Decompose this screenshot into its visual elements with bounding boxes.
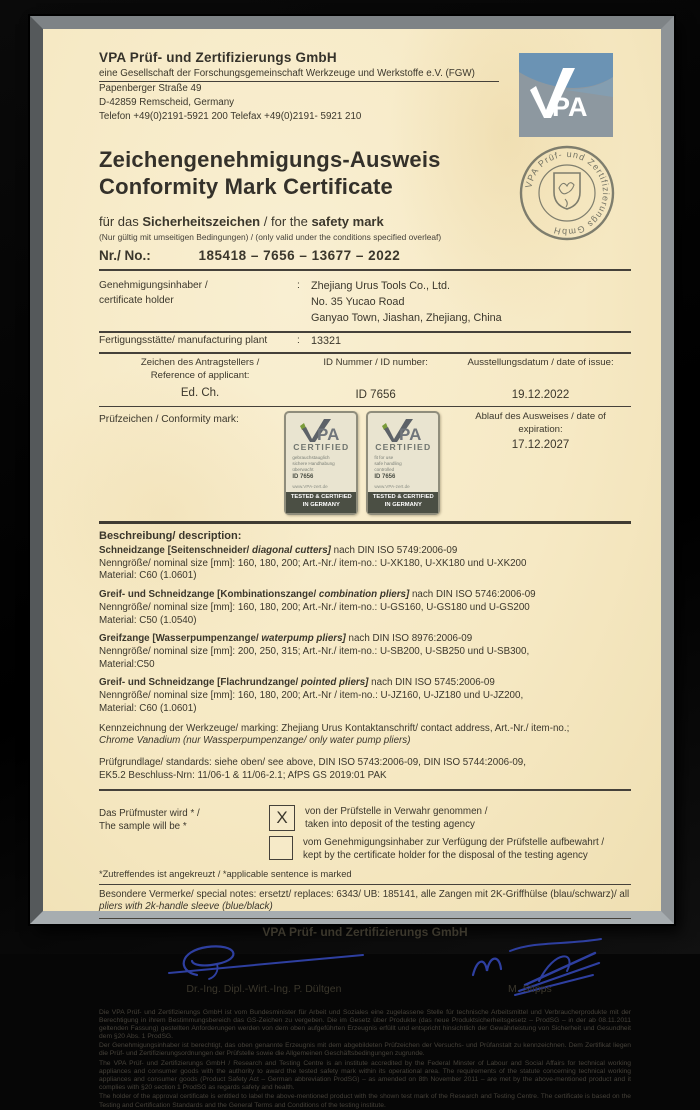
- conformity-marks: [275, 411, 451, 515]
- holder-section: [99, 271, 631, 334]
- signature-left-ink-icon: [159, 937, 369, 983]
- expiry-label-line2: expiration:: [518, 423, 563, 435]
- standards-line2: EK5.2 Beschluss-Nrn: 11/06-1 & 11/06-2.1; AfPS GS 2019:01 PAK: [99, 770, 387, 782]
- item-material: Material: C50 (1.0540): [99, 614, 197, 626]
- mark-id: ID 7656: [374, 474, 396, 481]
- conformity-mark-row: [99, 407, 631, 524]
- plant-label: Fertigungsstätte/ manufacturing plant: [99, 335, 268, 347]
- company-city: D-42859 Remscheid, Germany: [99, 96, 235, 108]
- marking-line1: Kennzeichnung der Werkzeuge/ marking: Zhejiang Urus Kontaktanschrift/ contact address, Art.-Nr./ item-no.;: [99, 722, 570, 734]
- id-number: [301, 357, 450, 403]
- ref-label-en: Reference of applicant:: [150, 370, 250, 382]
- seal-ring-text: VPA Prüf- und Zertifizierungs GmbH: [523, 148, 612, 238]
- claim-line: safe handling: [374, 460, 402, 466]
- subject-mid: / for the: [260, 214, 312, 230]
- company-seal-stamp-icon: [517, 143, 617, 243]
- claim-line: gebrauchstauglich: [292, 454, 330, 460]
- option-line: vom Genehmigungsinhaber zur Verfügung der Prüfstelle aufbewahrt /: [303, 837, 605, 849]
- certificate-number-row: [99, 247, 631, 271]
- description-section: [99, 524, 631, 791]
- holder-address-line: Ganyao Town, Jiashan, Zhejiang, China: [311, 311, 502, 324]
- signature-row: [99, 943, 631, 1005]
- certified-word: CERTIFIED: [375, 441, 432, 452]
- item-title-de: Schneidzange [Seitenschneider/: [99, 544, 252, 556]
- conformity-mark-label: Prüfzeichen / Conformity mark:: [99, 413, 239, 425]
- option-kept-text: [303, 836, 604, 862]
- signature-right-block: [429, 943, 631, 1005]
- signature-right-name: M. Stipps: [508, 982, 552, 995]
- company-subsidiary-line: eine Gesellschaft der Forschungsgemeinschaft Werkzeuge und Werkstoffe e.V. (FGW): [99, 68, 499, 83]
- plant-colon: :: [297, 335, 300, 347]
- holder-address-line: No. 35 Yucao Road: [311, 295, 405, 308]
- applicant-reference: [99, 357, 301, 403]
- legal-paragraph-en-2: The holder of the approval certificate is entitled to label the above-mentioned product with the shown test mark of the Research and Testing Centre. The certificate is based on the Testing and Certification Standards and the General Terms and Conditions of the testing institute.: [99, 1093, 631, 1109]
- item-material: Material: C60 (1.0601): [99, 702, 197, 714]
- vpa-check-icon: [298, 417, 344, 443]
- item-title-de: Greif- und Schneidzange [Kombinationszange/: [99, 589, 319, 601]
- legal-paragraph-en-1: The VPA Prüf- und Zertifizierungs GmbH / Research and Testing Centre is an institute accredited by the Federal Minster of Labour and Social Affairs for technical working appliances and consumer goods with the authority to award the tested safety mark within its operational area. The requirements of the statute concerning technical working appliances and consumer goods (Product Safety Act – German abbreviation ProdSG) – as amended on 8th November 2011 – are met by the above-mentioned product and it complies with §20 section 1 ProdSG as regards safety and health.: [99, 1059, 631, 1092]
- description-heading: Beschreibung/ description:: [99, 529, 242, 542]
- product-item-diagonal-cutters: [99, 545, 631, 583]
- mark-pa-text: PA: [399, 424, 422, 444]
- signing-company: VPA Prüf- und Zertifizierungs GmbH: [262, 925, 468, 940]
- subject-de: Sicherheitszeichen: [142, 214, 261, 230]
- notes-line2: pliers with 2k-handle sleeve (blue/black): [99, 901, 273, 913]
- item-sizes: Nenngröße/ nominal size [mm]: 160, 180, 200; Art.-Nr./ item-no.: U-GS160, U-GS180 und U-GS200: [99, 601, 530, 613]
- mark-url: www.VPA-zert.de: [374, 484, 410, 490]
- item-standard: nach DIN ISO 8976:2006-09: [345, 633, 473, 645]
- title-english: Conformity Mark Certificate: [99, 173, 393, 199]
- standards-line1: Prüfgrundlage/ standards: siehe oben/ see above, DIN ISO 5743:2006-09, DIN ISO 5744:2006-09,: [99, 757, 526, 769]
- item-title-en: pointed pliers]: [300, 677, 369, 689]
- vpa-certified-mark-en: [366, 411, 440, 515]
- certified-word: CERTIFIED: [293, 441, 350, 452]
- option-deposit-text: [305, 805, 487, 831]
- item-standard: nach DIN ISO 5749:2006-09: [330, 544, 458, 556]
- notes-line1: Besondere Vermerke/ special notes: ersetzt/ replaces: 6343/ UB: 185141, alle Zangen mit 2K-Griffhülse (blau/schwarz)/ all: [99, 888, 630, 900]
- sample-label: [99, 805, 269, 868]
- holder-label-de: Genehmigungsinhaber /: [99, 279, 208, 291]
- legal-paragraph-de-2: Der Genehmigungsinhaber ist berechtigt, das oben genannte Erzeugnis mit dem abgebildeten Prüfzeichen der Versuchs- und Prüfanstalt zu kennzeichnen. Dem Zertifikat liegen die Prüf- und Zertifizierungsordnungen der Prüfstelle sowie die Allgemeinen Geschäftsbedingungen zugrunde.: [99, 1042, 631, 1058]
- option-deposit: [269, 805, 631, 831]
- id-value: ID 7656: [355, 389, 396, 402]
- product-item-waterpump-pliers: [99, 633, 631, 671]
- expiry-date: [450, 411, 631, 515]
- banner-line: IN GERMANY: [302, 501, 340, 508]
- standards-paragraph: [99, 756, 631, 790]
- sample-options: [269, 805, 631, 868]
- company-phone: Telefon +49(0)2191-5921 200 Telefax +49(0)2191- 5921 210: [99, 110, 362, 122]
- signature-left-name: Dr.-Ing. Dipl.-Wirt.-Ing. P. Dültgen: [186, 982, 342, 995]
- mark-id: ID 7656: [292, 474, 314, 481]
- sample-section: [99, 797, 631, 868]
- item-standard: nach DIN ISO 5746:2006-09: [409, 589, 536, 601]
- checkbox-unchecked: [269, 836, 293, 860]
- checkbox-checked: X: [269, 805, 295, 831]
- manufacturing-plant-row: [99, 333, 631, 354]
- holder-label-en: certificate holder: [99, 295, 174, 307]
- marking-paragraph: [99, 723, 631, 748]
- item-sizes: Nenngröße/ nominal size [mm]: 160, 180, 200; Art.-Nr./ item-no.: U-XK180, U-XK180 und U-XK200: [99, 557, 527, 569]
- issue-date: [450, 357, 631, 403]
- special-notes: [99, 885, 631, 919]
- picture-frame: [30, 16, 674, 1109]
- marking-line2: Chrome Vanadium (nur Wassperpumpenzange/ only water pump pliers): [99, 735, 411, 747]
- banner-line: TESTED & CERTIFIED: [372, 493, 434, 500]
- plant-value: 13321: [311, 335, 342, 348]
- certificate-paper: [43, 29, 661, 1109]
- validity-note: (Nur gültig mit umseitigen Bedingungen) / (only valid under the conditions specified overleaf): [99, 232, 442, 243]
- tested-certified-banner: [286, 492, 356, 513]
- option-line: von der Prüfstelle in Verwahr genommen /: [305, 805, 488, 817]
- option-kept-by-holder: [269, 836, 631, 862]
- meta-row: [99, 354, 631, 406]
- banner-line: IN GERMANY: [384, 501, 422, 508]
- certificate-number-label: Nr./ No.:: [99, 247, 151, 263]
- certificate-number-value: 185418 – 7656 – 13677 – 2022: [198, 247, 401, 263]
- holder-name: Zhejiang Urus Tools Co., Ltd.: [311, 279, 451, 292]
- claim-line: controlled: [374, 467, 395, 473]
- subject-pre: für das: [99, 214, 143, 230]
- mark-url: www.VPA-zert.de: [292, 484, 328, 490]
- company-street: Papenberger Straße 49: [99, 83, 202, 95]
- vpa-certified-mark-de: [284, 411, 358, 515]
- item-title-en: diagonal cutters]: [251, 544, 331, 556]
- title-german: Zeichengenehmigungs-Ausweis: [99, 147, 441, 173]
- legal-paragraph-de-1: Die VPA Prüf- und Zertifizierungs GmbH ist vom Bundesminister für Arbeit und Soziales eine zugelassene Stelle für technische Arbeitsmittel und Verbraucherprodukte mit der Berechtigung in ihrem Bestimmungsbereich das GS-Zeichen zu vergeben. Die im Gesetz über Produkte (das neue Produktsicherheitsgesetz – ProdSG – in der ab 08.11.2011 geltenden Fassung) gestellten Anforderungen werden von dem oben aufgeführten Erzeugnis erfüllt und entspricht hinsichtlich der Gewährleistung von Sicherheit und Gesundheit dem §20 Abs. 1 ProdSG.: [99, 1008, 631, 1041]
- sample-label-en: The sample will be *: [99, 821, 187, 833]
- claim-line: sichere Handhabung: [292, 460, 335, 466]
- id-label: ID Nummer / ID number:: [323, 357, 428, 369]
- vpa-check-icon: [380, 417, 426, 443]
- item-title-de: Greifzange [Wasserpumpenzange/: [99, 633, 262, 645]
- mark-claims-de: [292, 455, 350, 474]
- ref-value: Ed. Ch.: [180, 387, 220, 399]
- claim-line: überwacht: [292, 467, 314, 473]
- banner-line: TESTED & CERTIFIED: [290, 493, 352, 500]
- item-sizes: Nenngröße/ nominal size [mm]: 200, 250, 315; Art.-Nr./ item-no.: U-SB200, U-SB250 und U-SB300,: [99, 646, 530, 658]
- sample-footnote: *Zutreffendes ist angekreuzt / *applicable sentence is marked: [99, 867, 631, 884]
- item-title-en: combination pliers]: [318, 589, 410, 601]
- holder-label: [99, 278, 297, 327]
- expiry-label-line1: Ablauf des Ausweises / date of: [475, 410, 606, 422]
- expiry-value: 17.12.2027: [511, 439, 570, 452]
- holder-address-block: [311, 278, 502, 327]
- mark-claims-en: [374, 455, 432, 474]
- claim-line: fit for use: [374, 454, 394, 460]
- product-item-combination-pliers: [99, 589, 631, 627]
- vpa-logo-icon: [519, 53, 613, 137]
- ref-label-de: Zeichen des Antragstellers /: [140, 357, 260, 369]
- vpa-logo-text: PA: [552, 92, 588, 122]
- sample-label-de: Das Prüfmuster wird * /: [99, 807, 200, 819]
- subject-en: safety mark: [311, 214, 384, 230]
- tested-certified-banner: [368, 492, 438, 513]
- company-name: VPA Prüf- und Zertifizierungs GmbH: [99, 50, 337, 65]
- issue-label: Ausstellungsdatum / date of issue:: [467, 357, 614, 369]
- item-title-en: waterpump pliers]: [261, 633, 346, 645]
- item-sizes: Nenngröße/ nominal size [mm]: 160, 180, 200; Art.-Nr / item-no.: U-JZ160, U-JZ180 und U-JZ200,: [99, 690, 524, 702]
- item-title-de: Greif- und Schneidzange [Flachrundzange/: [99, 677, 301, 689]
- item-standard: nach DIN ISO 5745:2006-09: [368, 677, 495, 689]
- item-material: Material: C60 (1.0601): [99, 570, 197, 582]
- signature-left-block: [99, 943, 429, 1005]
- holder-colon: :: [297, 278, 300, 291]
- product-item-pointed-pliers: [99, 677, 631, 715]
- option-line: taken into deposit of the testing agency: [305, 818, 475, 830]
- legal-fine-print: [99, 1009, 631, 1110]
- issue-value: 19.12.2022: [511, 389, 570, 402]
- mark-pa-text: PA: [317, 424, 340, 444]
- item-material: Material:C50: [99, 658, 155, 670]
- option-line: kept by the certificate holder for the disposal of the testing agency: [303, 850, 588, 862]
